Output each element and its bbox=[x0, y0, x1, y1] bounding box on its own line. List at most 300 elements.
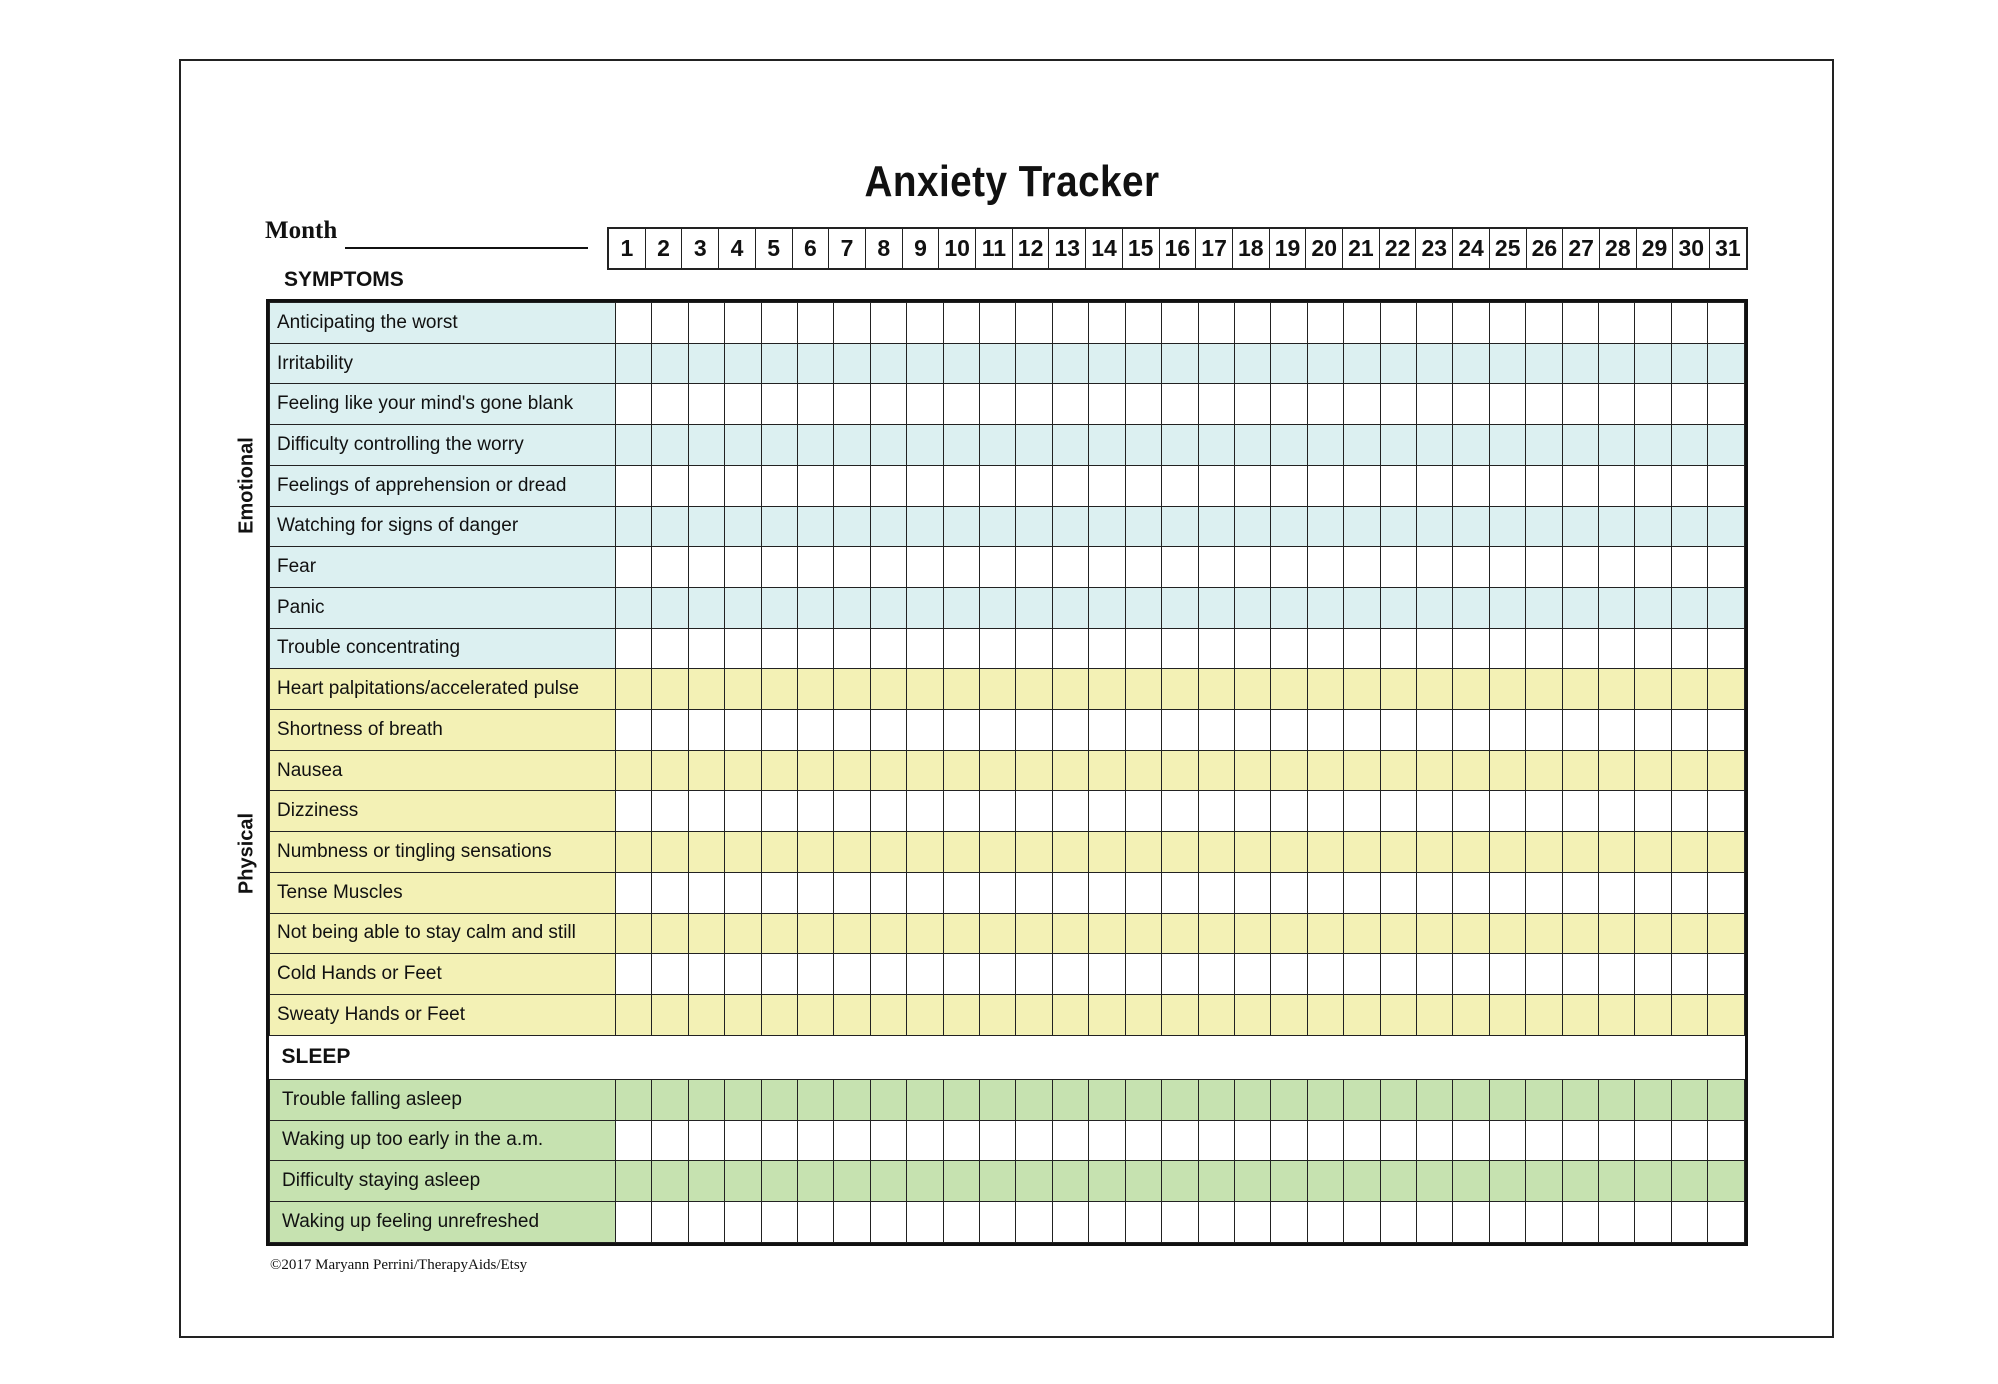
day-checkbox-cell[interactable] bbox=[1416, 872, 1452, 913]
day-checkbox-cell[interactable] bbox=[1526, 994, 1562, 1035]
day-checkbox-cell[interactable] bbox=[1598, 303, 1634, 344]
day-checkbox-cell[interactable] bbox=[834, 1079, 870, 1120]
day-checkbox-cell[interactable] bbox=[798, 954, 834, 995]
day-checkbox-cell[interactable] bbox=[1380, 1161, 1416, 1202]
day-checkbox-cell[interactable] bbox=[870, 384, 906, 425]
day-checkbox-cell[interactable] bbox=[1271, 954, 1307, 995]
day-checkbox-cell[interactable] bbox=[1271, 587, 1307, 628]
day-checkbox-cell[interactable] bbox=[725, 343, 761, 384]
day-checkbox-cell[interactable] bbox=[616, 1202, 652, 1243]
day-checkbox-cell[interactable] bbox=[725, 913, 761, 954]
day-checkbox-cell[interactable] bbox=[1416, 303, 1452, 344]
day-checkbox-cell[interactable] bbox=[1307, 913, 1343, 954]
day-checkbox-cell[interactable] bbox=[652, 1120, 688, 1161]
day-checkbox-cell[interactable] bbox=[1708, 913, 1745, 954]
day-checkbox-cell[interactable] bbox=[1635, 1079, 1671, 1120]
day-checkbox-cell[interactable] bbox=[798, 587, 834, 628]
day-checkbox-cell[interactable] bbox=[1016, 872, 1052, 913]
day-checkbox-cell[interactable] bbox=[688, 1120, 724, 1161]
day-checkbox-cell[interactable] bbox=[1234, 750, 1270, 791]
day-checkbox-cell[interactable] bbox=[688, 994, 724, 1035]
day-checkbox-cell[interactable] bbox=[798, 343, 834, 384]
day-checkbox-cell[interactable] bbox=[1052, 913, 1088, 954]
day-checkbox-cell[interactable] bbox=[798, 832, 834, 873]
day-checkbox-cell[interactable] bbox=[1708, 384, 1745, 425]
day-checkbox-cell[interactable] bbox=[1089, 954, 1125, 995]
day-checkbox-cell[interactable] bbox=[1671, 994, 1707, 1035]
day-checkbox-cell[interactable] bbox=[1416, 628, 1452, 669]
day-checkbox-cell[interactable] bbox=[870, 343, 906, 384]
day-checkbox-cell[interactable] bbox=[1344, 1202, 1380, 1243]
day-checkbox-cell[interactable] bbox=[1489, 1120, 1525, 1161]
day-checkbox-cell[interactable] bbox=[1162, 506, 1198, 547]
day-checkbox-cell[interactable] bbox=[1598, 547, 1634, 588]
day-checkbox-cell[interactable] bbox=[1708, 303, 1745, 344]
day-checkbox-cell[interactable] bbox=[652, 587, 688, 628]
day-checkbox-cell[interactable] bbox=[870, 1161, 906, 1202]
day-checkbox-cell[interactable] bbox=[1234, 465, 1270, 506]
day-checkbox-cell[interactable] bbox=[1380, 465, 1416, 506]
day-checkbox-cell[interactable] bbox=[1162, 628, 1198, 669]
day-checkbox-cell[interactable] bbox=[1307, 547, 1343, 588]
day-checkbox-cell[interactable] bbox=[980, 954, 1016, 995]
day-checkbox-cell[interactable] bbox=[688, 506, 724, 547]
day-checkbox-cell[interactable] bbox=[1526, 832, 1562, 873]
day-checkbox-cell[interactable] bbox=[1089, 832, 1125, 873]
day-checkbox-cell[interactable] bbox=[1708, 872, 1745, 913]
day-checkbox-cell[interactable] bbox=[907, 1202, 943, 1243]
day-checkbox-cell[interactable] bbox=[1271, 669, 1307, 710]
day-checkbox-cell[interactable] bbox=[1671, 1161, 1707, 1202]
day-checkbox-cell[interactable] bbox=[1380, 425, 1416, 466]
day-checkbox-cell[interactable] bbox=[1162, 750, 1198, 791]
day-checkbox-cell[interactable] bbox=[1198, 1161, 1234, 1202]
day-checkbox-cell[interactable] bbox=[1089, 587, 1125, 628]
day-checkbox-cell[interactable] bbox=[1635, 750, 1671, 791]
day-checkbox-cell[interactable] bbox=[907, 750, 943, 791]
day-checkbox-cell[interactable] bbox=[1198, 954, 1234, 995]
day-checkbox-cell[interactable] bbox=[1526, 913, 1562, 954]
day-checkbox-cell[interactable] bbox=[1089, 465, 1125, 506]
day-checkbox-cell[interactable] bbox=[725, 1120, 761, 1161]
day-checkbox-cell[interactable] bbox=[980, 1079, 1016, 1120]
day-checkbox-cell[interactable] bbox=[1344, 832, 1380, 873]
day-checkbox-cell[interactable] bbox=[1198, 465, 1234, 506]
day-checkbox-cell[interactable] bbox=[616, 628, 652, 669]
day-checkbox-cell[interactable] bbox=[1162, 791, 1198, 832]
day-checkbox-cell[interactable] bbox=[1489, 425, 1525, 466]
day-checkbox-cell[interactable] bbox=[1271, 872, 1307, 913]
day-checkbox-cell[interactable] bbox=[1089, 913, 1125, 954]
day-checkbox-cell[interactable] bbox=[1416, 954, 1452, 995]
day-checkbox-cell[interactable] bbox=[1598, 628, 1634, 669]
day-checkbox-cell[interactable] bbox=[761, 954, 797, 995]
day-checkbox-cell[interactable] bbox=[652, 506, 688, 547]
day-checkbox-cell[interactable] bbox=[1635, 587, 1671, 628]
day-checkbox-cell[interactable] bbox=[1598, 913, 1634, 954]
day-checkbox-cell[interactable] bbox=[1598, 750, 1634, 791]
day-checkbox-cell[interactable] bbox=[1234, 628, 1270, 669]
day-checkbox-cell[interactable] bbox=[1271, 506, 1307, 547]
day-checkbox-cell[interactable] bbox=[1635, 343, 1671, 384]
day-checkbox-cell[interactable] bbox=[1052, 832, 1088, 873]
day-checkbox-cell[interactable] bbox=[1234, 872, 1270, 913]
day-checkbox-cell[interactable] bbox=[1271, 710, 1307, 751]
day-checkbox-cell[interactable] bbox=[1089, 425, 1125, 466]
day-checkbox-cell[interactable] bbox=[1344, 425, 1380, 466]
day-checkbox-cell[interactable] bbox=[1671, 303, 1707, 344]
day-checkbox-cell[interactable] bbox=[1635, 303, 1671, 344]
day-checkbox-cell[interactable] bbox=[1453, 384, 1489, 425]
day-checkbox-cell[interactable] bbox=[688, 384, 724, 425]
day-checkbox-cell[interactable] bbox=[652, 343, 688, 384]
day-checkbox-cell[interactable] bbox=[1125, 547, 1161, 588]
day-checkbox-cell[interactable] bbox=[688, 750, 724, 791]
day-checkbox-cell[interactable] bbox=[1162, 994, 1198, 1035]
day-checkbox-cell[interactable] bbox=[1125, 832, 1161, 873]
day-checkbox-cell[interactable] bbox=[1489, 994, 1525, 1035]
day-checkbox-cell[interactable] bbox=[1453, 425, 1489, 466]
day-checkbox-cell[interactable] bbox=[980, 384, 1016, 425]
day-checkbox-cell[interactable] bbox=[1125, 1202, 1161, 1243]
day-checkbox-cell[interactable] bbox=[870, 1202, 906, 1243]
day-checkbox-cell[interactable] bbox=[980, 506, 1016, 547]
day-checkbox-cell[interactable] bbox=[1416, 994, 1452, 1035]
day-checkbox-cell[interactable] bbox=[1125, 628, 1161, 669]
day-checkbox-cell[interactable] bbox=[1052, 506, 1088, 547]
day-checkbox-cell[interactable] bbox=[1453, 791, 1489, 832]
day-checkbox-cell[interactable] bbox=[1671, 465, 1707, 506]
day-checkbox-cell[interactable] bbox=[1089, 384, 1125, 425]
day-checkbox-cell[interactable] bbox=[1307, 1161, 1343, 1202]
day-checkbox-cell[interactable] bbox=[798, 465, 834, 506]
day-checkbox-cell[interactable] bbox=[1234, 1161, 1270, 1202]
day-checkbox-cell[interactable] bbox=[1089, 547, 1125, 588]
day-checkbox-cell[interactable] bbox=[870, 872, 906, 913]
day-checkbox-cell[interactable] bbox=[1526, 465, 1562, 506]
day-checkbox-cell[interactable] bbox=[798, 791, 834, 832]
day-checkbox-cell[interactable] bbox=[1416, 1161, 1452, 1202]
day-checkbox-cell[interactable] bbox=[1380, 1079, 1416, 1120]
day-checkbox-cell[interactable] bbox=[980, 587, 1016, 628]
day-checkbox-cell[interactable] bbox=[1489, 587, 1525, 628]
day-checkbox-cell[interactable] bbox=[652, 1161, 688, 1202]
day-checkbox-cell[interactable] bbox=[1234, 547, 1270, 588]
day-checkbox-cell[interactable] bbox=[943, 1202, 979, 1243]
day-checkbox-cell[interactable] bbox=[798, 1202, 834, 1243]
day-checkbox-cell[interactable] bbox=[1089, 1202, 1125, 1243]
day-checkbox-cell[interactable] bbox=[943, 791, 979, 832]
day-checkbox-cell[interactable] bbox=[980, 425, 1016, 466]
day-checkbox-cell[interactable] bbox=[1526, 872, 1562, 913]
day-checkbox-cell[interactable] bbox=[688, 465, 724, 506]
day-checkbox-cell[interactable] bbox=[1671, 791, 1707, 832]
day-checkbox-cell[interactable] bbox=[725, 669, 761, 710]
day-checkbox-cell[interactable] bbox=[1380, 1202, 1416, 1243]
day-checkbox-cell[interactable] bbox=[943, 303, 979, 344]
day-checkbox-cell[interactable] bbox=[907, 791, 943, 832]
day-checkbox-cell[interactable] bbox=[688, 832, 724, 873]
day-checkbox-cell[interactable] bbox=[1453, 1161, 1489, 1202]
day-checkbox-cell[interactable] bbox=[907, 872, 943, 913]
day-checkbox-cell[interactable] bbox=[907, 343, 943, 384]
day-checkbox-cell[interactable] bbox=[1089, 750, 1125, 791]
day-checkbox-cell[interactable] bbox=[1708, 994, 1745, 1035]
day-checkbox-cell[interactable] bbox=[652, 669, 688, 710]
day-checkbox-cell[interactable] bbox=[1307, 425, 1343, 466]
day-checkbox-cell[interactable] bbox=[761, 303, 797, 344]
day-checkbox-cell[interactable] bbox=[1234, 832, 1270, 873]
day-checkbox-cell[interactable] bbox=[1526, 303, 1562, 344]
day-checkbox-cell[interactable] bbox=[1307, 1202, 1343, 1243]
day-checkbox-cell[interactable] bbox=[798, 1120, 834, 1161]
day-checkbox-cell[interactable] bbox=[725, 750, 761, 791]
day-checkbox-cell[interactable] bbox=[1234, 1202, 1270, 1243]
day-checkbox-cell[interactable] bbox=[1526, 547, 1562, 588]
day-checkbox-cell[interactable] bbox=[1016, 465, 1052, 506]
day-checkbox-cell[interactable] bbox=[1198, 303, 1234, 344]
day-checkbox-cell[interactable] bbox=[1271, 425, 1307, 466]
day-checkbox-cell[interactable] bbox=[1526, 669, 1562, 710]
day-checkbox-cell[interactable] bbox=[1162, 913, 1198, 954]
day-checkbox-cell[interactable] bbox=[834, 750, 870, 791]
day-checkbox-cell[interactable] bbox=[943, 547, 979, 588]
day-checkbox-cell[interactable] bbox=[1380, 669, 1416, 710]
day-checkbox-cell[interactable] bbox=[616, 1120, 652, 1161]
day-checkbox-cell[interactable] bbox=[1089, 791, 1125, 832]
day-checkbox-cell[interactable] bbox=[943, 872, 979, 913]
day-checkbox-cell[interactable] bbox=[1598, 710, 1634, 751]
day-checkbox-cell[interactable] bbox=[1453, 465, 1489, 506]
day-checkbox-cell[interactable] bbox=[1562, 872, 1598, 913]
day-checkbox-cell[interactable] bbox=[652, 913, 688, 954]
day-checkbox-cell[interactable] bbox=[1162, 872, 1198, 913]
day-checkbox-cell[interactable] bbox=[943, 628, 979, 669]
day-checkbox-cell[interactable] bbox=[725, 994, 761, 1035]
day-checkbox-cell[interactable] bbox=[1489, 954, 1525, 995]
day-checkbox-cell[interactable] bbox=[834, 913, 870, 954]
day-checkbox-cell[interactable] bbox=[1416, 832, 1452, 873]
day-checkbox-cell[interactable] bbox=[688, 425, 724, 466]
day-checkbox-cell[interactable] bbox=[688, 303, 724, 344]
day-checkbox-cell[interactable] bbox=[1635, 669, 1671, 710]
day-checkbox-cell[interactable] bbox=[1307, 628, 1343, 669]
day-checkbox-cell[interactable] bbox=[1526, 1161, 1562, 1202]
day-checkbox-cell[interactable] bbox=[761, 1202, 797, 1243]
day-checkbox-cell[interactable] bbox=[1234, 303, 1270, 344]
day-checkbox-cell[interactable] bbox=[1416, 791, 1452, 832]
day-checkbox-cell[interactable] bbox=[688, 343, 724, 384]
day-checkbox-cell[interactable] bbox=[652, 791, 688, 832]
day-checkbox-cell[interactable] bbox=[1162, 1202, 1198, 1243]
day-checkbox-cell[interactable] bbox=[943, 1079, 979, 1120]
day-checkbox-cell[interactable] bbox=[834, 1161, 870, 1202]
day-checkbox-cell[interactable] bbox=[1198, 710, 1234, 751]
day-checkbox-cell[interactable] bbox=[725, 954, 761, 995]
day-checkbox-cell[interactable] bbox=[798, 506, 834, 547]
day-checkbox-cell[interactable] bbox=[761, 506, 797, 547]
day-checkbox-cell[interactable] bbox=[688, 1079, 724, 1120]
day-checkbox-cell[interactable] bbox=[616, 913, 652, 954]
day-checkbox-cell[interactable] bbox=[980, 1161, 1016, 1202]
day-checkbox-cell[interactable] bbox=[1052, 303, 1088, 344]
day-checkbox-cell[interactable] bbox=[725, 791, 761, 832]
day-checkbox-cell[interactable] bbox=[616, 303, 652, 344]
day-checkbox-cell[interactable] bbox=[1598, 465, 1634, 506]
day-checkbox-cell[interactable] bbox=[943, 1120, 979, 1161]
day-checkbox-cell[interactable] bbox=[1344, 384, 1380, 425]
day-checkbox-cell[interactable] bbox=[1489, 832, 1525, 873]
day-checkbox-cell[interactable] bbox=[1526, 791, 1562, 832]
day-checkbox-cell[interactable] bbox=[688, 1202, 724, 1243]
day-checkbox-cell[interactable] bbox=[907, 506, 943, 547]
day-checkbox-cell[interactable] bbox=[688, 669, 724, 710]
day-checkbox-cell[interactable] bbox=[834, 343, 870, 384]
day-checkbox-cell[interactable] bbox=[1198, 587, 1234, 628]
day-checkbox-cell[interactable] bbox=[870, 832, 906, 873]
day-checkbox-cell[interactable] bbox=[834, 384, 870, 425]
day-checkbox-cell[interactable] bbox=[1453, 750, 1489, 791]
day-checkbox-cell[interactable] bbox=[834, 303, 870, 344]
day-checkbox-cell[interactable] bbox=[870, 669, 906, 710]
day-checkbox-cell[interactable] bbox=[980, 669, 1016, 710]
day-checkbox-cell[interactable] bbox=[870, 913, 906, 954]
day-checkbox-cell[interactable] bbox=[1052, 872, 1088, 913]
day-checkbox-cell[interactable] bbox=[1380, 750, 1416, 791]
day-checkbox-cell[interactable] bbox=[907, 1120, 943, 1161]
day-checkbox-cell[interactable] bbox=[1344, 913, 1380, 954]
day-checkbox-cell[interactable] bbox=[1089, 1161, 1125, 1202]
day-checkbox-cell[interactable] bbox=[1708, 750, 1745, 791]
day-checkbox-cell[interactable] bbox=[1089, 710, 1125, 751]
day-checkbox-cell[interactable] bbox=[1125, 994, 1161, 1035]
day-checkbox-cell[interactable] bbox=[1307, 384, 1343, 425]
day-checkbox-cell[interactable] bbox=[1125, 954, 1161, 995]
day-checkbox-cell[interactable] bbox=[1671, 547, 1707, 588]
day-checkbox-cell[interactable] bbox=[1016, 750, 1052, 791]
day-checkbox-cell[interactable] bbox=[1016, 1079, 1052, 1120]
day-checkbox-cell[interactable] bbox=[834, 587, 870, 628]
day-checkbox-cell[interactable] bbox=[1598, 587, 1634, 628]
day-checkbox-cell[interactable] bbox=[834, 506, 870, 547]
day-checkbox-cell[interactable] bbox=[1562, 913, 1598, 954]
day-checkbox-cell[interactable] bbox=[1016, 425, 1052, 466]
day-checkbox-cell[interactable] bbox=[1708, 832, 1745, 873]
day-checkbox-cell[interactable] bbox=[980, 872, 1016, 913]
day-checkbox-cell[interactable] bbox=[761, 750, 797, 791]
day-checkbox-cell[interactable] bbox=[943, 506, 979, 547]
day-checkbox-cell[interactable] bbox=[1380, 384, 1416, 425]
day-checkbox-cell[interactable] bbox=[1489, 669, 1525, 710]
day-checkbox-cell[interactable] bbox=[652, 994, 688, 1035]
day-checkbox-cell[interactable] bbox=[1016, 954, 1052, 995]
day-checkbox-cell[interactable] bbox=[1307, 343, 1343, 384]
day-checkbox-cell[interactable] bbox=[1271, 1202, 1307, 1243]
day-checkbox-cell[interactable] bbox=[1598, 1161, 1634, 1202]
day-checkbox-cell[interactable] bbox=[1052, 1120, 1088, 1161]
day-checkbox-cell[interactable] bbox=[616, 954, 652, 995]
day-checkbox-cell[interactable] bbox=[1089, 1120, 1125, 1161]
day-checkbox-cell[interactable] bbox=[798, 303, 834, 344]
day-checkbox-cell[interactable] bbox=[1198, 506, 1234, 547]
day-checkbox-cell[interactable] bbox=[1635, 832, 1671, 873]
day-checkbox-cell[interactable] bbox=[1344, 791, 1380, 832]
day-checkbox-cell[interactable] bbox=[1453, 587, 1489, 628]
day-checkbox-cell[interactable] bbox=[798, 872, 834, 913]
day-checkbox-cell[interactable] bbox=[1416, 1120, 1452, 1161]
day-checkbox-cell[interactable] bbox=[1635, 954, 1671, 995]
day-checkbox-cell[interactable] bbox=[1344, 710, 1380, 751]
day-checkbox-cell[interactable] bbox=[1344, 303, 1380, 344]
day-checkbox-cell[interactable] bbox=[1598, 1202, 1634, 1243]
day-checkbox-cell[interactable] bbox=[616, 506, 652, 547]
day-checkbox-cell[interactable] bbox=[761, 1120, 797, 1161]
day-checkbox-cell[interactable] bbox=[1416, 506, 1452, 547]
day-checkbox-cell[interactable] bbox=[870, 1120, 906, 1161]
day-checkbox-cell[interactable] bbox=[1125, 506, 1161, 547]
day-checkbox-cell[interactable] bbox=[1016, 1202, 1052, 1243]
day-checkbox-cell[interactable] bbox=[1234, 710, 1270, 751]
day-checkbox-cell[interactable] bbox=[688, 791, 724, 832]
day-checkbox-cell[interactable] bbox=[1489, 1079, 1525, 1120]
day-checkbox-cell[interactable] bbox=[1125, 1079, 1161, 1120]
day-checkbox-cell[interactable] bbox=[1380, 954, 1416, 995]
day-checkbox-cell[interactable] bbox=[1380, 587, 1416, 628]
day-checkbox-cell[interactable] bbox=[1016, 1120, 1052, 1161]
day-checkbox-cell[interactable] bbox=[870, 994, 906, 1035]
day-checkbox-cell[interactable] bbox=[1052, 425, 1088, 466]
day-checkbox-cell[interactable] bbox=[1489, 384, 1525, 425]
day-checkbox-cell[interactable] bbox=[616, 425, 652, 466]
day-checkbox-cell[interactable] bbox=[1489, 506, 1525, 547]
day-checkbox-cell[interactable] bbox=[943, 710, 979, 751]
day-checkbox-cell[interactable] bbox=[652, 384, 688, 425]
day-checkbox-cell[interactable] bbox=[834, 1202, 870, 1243]
day-checkbox-cell[interactable] bbox=[1344, 750, 1380, 791]
day-checkbox-cell[interactable] bbox=[1234, 1120, 1270, 1161]
day-checkbox-cell[interactable] bbox=[1307, 954, 1343, 995]
day-checkbox-cell[interactable] bbox=[798, 750, 834, 791]
day-checkbox-cell[interactable] bbox=[1125, 465, 1161, 506]
day-checkbox-cell[interactable] bbox=[1598, 832, 1634, 873]
day-checkbox-cell[interactable] bbox=[1380, 547, 1416, 588]
day-checkbox-cell[interactable] bbox=[616, 547, 652, 588]
day-checkbox-cell[interactable] bbox=[1271, 1079, 1307, 1120]
day-checkbox-cell[interactable] bbox=[980, 465, 1016, 506]
day-checkbox-cell[interactable] bbox=[688, 1161, 724, 1202]
day-checkbox-cell[interactable] bbox=[870, 506, 906, 547]
day-checkbox-cell[interactable] bbox=[1016, 384, 1052, 425]
day-checkbox-cell[interactable] bbox=[688, 710, 724, 751]
day-checkbox-cell[interactable] bbox=[980, 994, 1016, 1035]
day-checkbox-cell[interactable] bbox=[1489, 1161, 1525, 1202]
day-checkbox-cell[interactable] bbox=[1198, 547, 1234, 588]
day-checkbox-cell[interactable] bbox=[1198, 750, 1234, 791]
day-checkbox-cell[interactable] bbox=[1453, 994, 1489, 1035]
day-checkbox-cell[interactable] bbox=[1052, 547, 1088, 588]
day-checkbox-cell[interactable] bbox=[652, 425, 688, 466]
day-checkbox-cell[interactable] bbox=[1380, 832, 1416, 873]
day-checkbox-cell[interactable] bbox=[1016, 832, 1052, 873]
day-checkbox-cell[interactable] bbox=[1562, 384, 1598, 425]
day-checkbox-cell[interactable] bbox=[1162, 1120, 1198, 1161]
day-checkbox-cell[interactable] bbox=[1708, 1202, 1745, 1243]
day-checkbox-cell[interactable] bbox=[834, 954, 870, 995]
day-checkbox-cell[interactable] bbox=[1380, 872, 1416, 913]
day-checkbox-cell[interactable] bbox=[761, 343, 797, 384]
day-checkbox-cell[interactable] bbox=[1162, 669, 1198, 710]
day-checkbox-cell[interactable] bbox=[688, 954, 724, 995]
